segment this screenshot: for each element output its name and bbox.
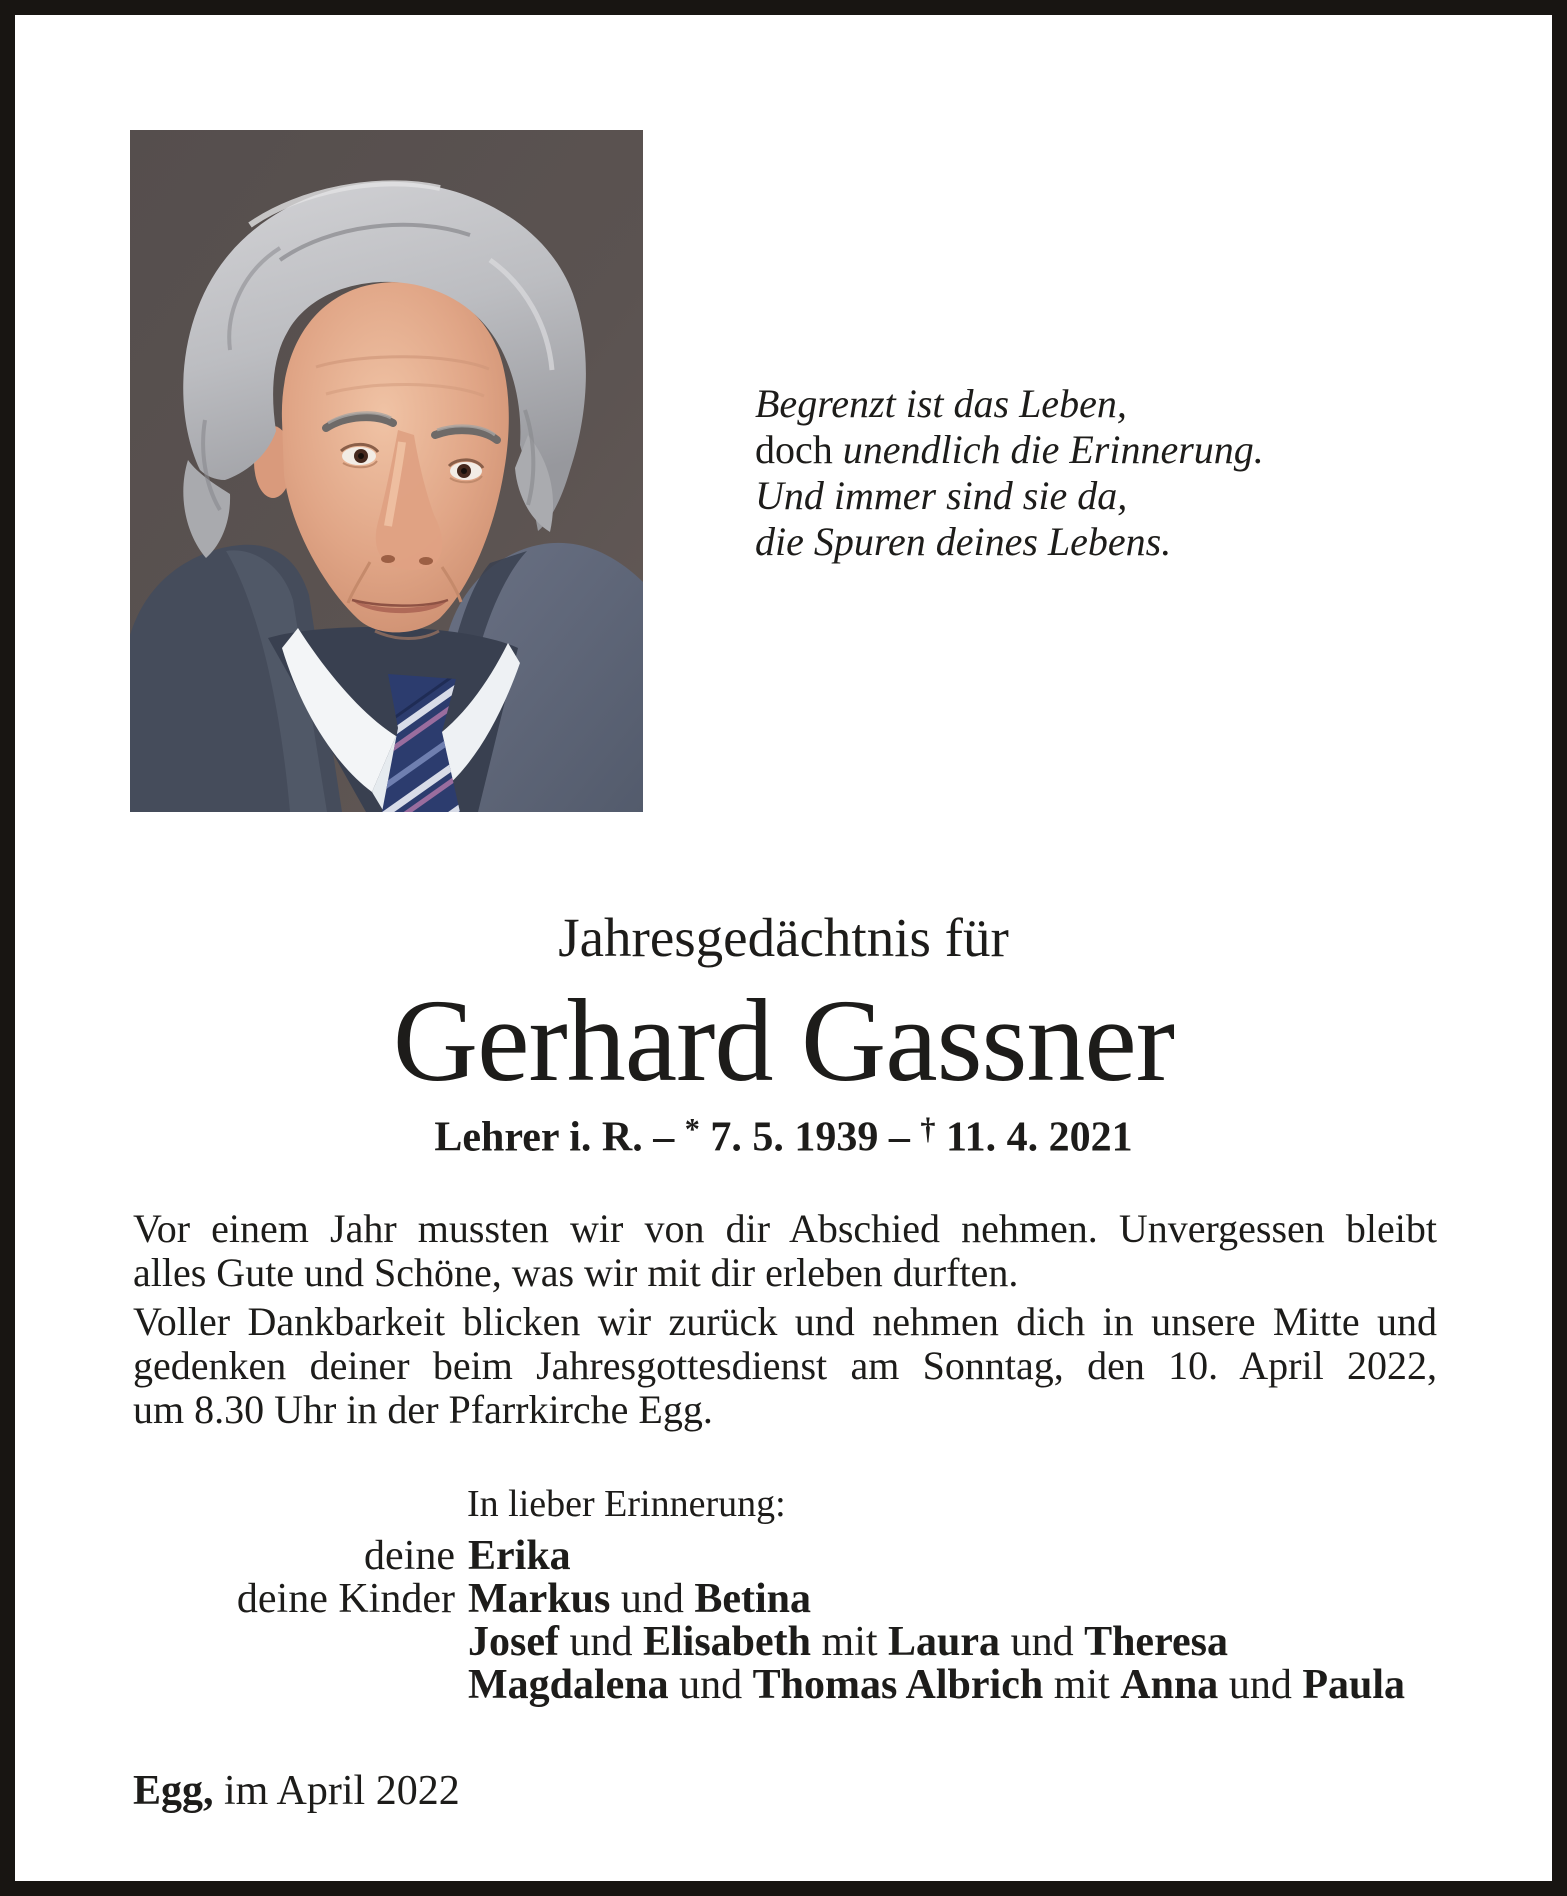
remembrance-heading: In lieber Erinnerung: <box>467 1483 786 1525</box>
portrait-photo <box>130 130 643 812</box>
portrait-photo-canvas <box>130 130 643 812</box>
mourner-names <box>468 1535 571 1578</box>
text-run: Begrenzt ist das Leben, <box>755 381 1127 426</box>
mourner-row <box>133 1664 1463 1707</box>
text-run: Anna <box>1120 1662 1219 1708</box>
text-run: † <box>920 1112 936 1146</box>
paragraph-service-details <box>133 1300 1437 1432</box>
relation-label <box>133 1664 468 1707</box>
text-run: * <box>684 1112 700 1146</box>
text-run: Und immer sind sie da, <box>755 473 1128 518</box>
text-line: Vor einem Jahr mussten wir von dir Abschied nehmen. Unvergessen bleibt <box>133 1206 1437 1251</box>
relation-label <box>133 1621 468 1664</box>
paragraph-farewell <box>133 1207 1437 1295</box>
text-line <box>755 519 1264 565</box>
mourner-names <box>468 1664 1405 1707</box>
text-run: Magdalena <box>468 1662 669 1708</box>
notice-type-label: Jahresgedächtnis für <box>558 907 1009 968</box>
text-run: Laura <box>888 1619 1001 1665</box>
text-run: Thomas Albrich <box>752 1662 1044 1708</box>
text-run: Egg, <box>133 1768 214 1814</box>
text-run: mit <box>1043 1662 1121 1708</box>
text-run: mit <box>811 1619 889 1665</box>
mourner-names <box>468 1621 1228 1664</box>
text-run: Lehrer i. R. – <box>434 1114 685 1161</box>
mourners-list <box>133 1535 1463 1707</box>
text-line: Voller Dankbarkeit blicken wir zurück und nehmen dich in unsere Mitte und <box>133 1299 1437 1344</box>
relation-label: deine Kinder <box>236 1576 455 1622</box>
text-line <box>755 427 1264 473</box>
text-line: gedenken deiner beim Jahresgottesdienst am Sonntag, den 10. April 2022, <box>133 1343 1437 1388</box>
relation-label: deine <box>364 1533 455 1579</box>
text-run: 11. 4. 2021 <box>935 1114 1133 1161</box>
text-line: alles Gute und Schöne, was wir mit dir erleben durften. <box>133 1250 1019 1295</box>
memorial-verse <box>755 381 1264 565</box>
text-run: und <box>610 1576 695 1622</box>
place-and-date <box>133 1767 460 1815</box>
mourner-names <box>468 1578 811 1621</box>
text-run: Josef <box>468 1619 559 1665</box>
profession-and-life-dates <box>15 1113 1552 1161</box>
text-line <box>755 473 1264 519</box>
announcement-text <box>133 1207 1437 1437</box>
text-run: im April 2022 <box>213 1768 460 1814</box>
text-run: Elisabeth <box>642 1619 812 1665</box>
text-run: und <box>558 1619 643 1665</box>
text-run: und <box>1218 1662 1303 1708</box>
deceased-name: Gerhard Gassner <box>392 975 1175 1106</box>
mourner-row <box>133 1578 1463 1621</box>
text-run: Paula <box>1302 1662 1405 1708</box>
text-run: und <box>1000 1619 1085 1665</box>
text-line <box>755 381 1264 427</box>
text-run: 7. 5. 1939 – <box>699 1114 921 1161</box>
text-run: Erika <box>468 1533 571 1579</box>
text-run: und <box>668 1662 753 1708</box>
text-run: die Spuren deines Lebens. <box>755 519 1172 564</box>
mourner-row <box>133 1621 1463 1664</box>
text-line: um 8.30 Uhr in der Pfarrkirche Egg. <box>133 1387 713 1432</box>
text-run: Markus <box>468 1576 611 1622</box>
text-run: doch <box>755 427 843 472</box>
text-run: unendlich die Erinnerung. <box>842 427 1264 472</box>
text-run: Theresa <box>1084 1619 1228 1665</box>
text-run: Betina <box>694 1576 812 1622</box>
mourner-row <box>133 1535 1463 1578</box>
